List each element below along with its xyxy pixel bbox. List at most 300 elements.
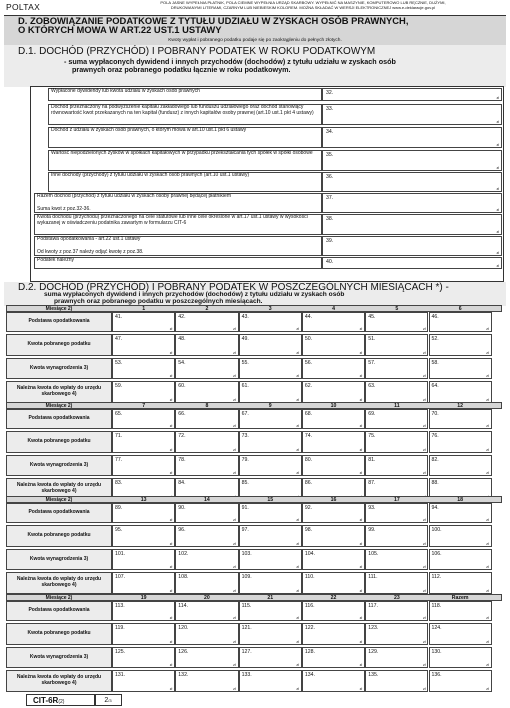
currency-label: zł — [496, 208, 499, 212]
d2-amount-field[interactable] — [302, 623, 365, 645]
currency-label: zł — [359, 398, 363, 402]
currency-label: zł — [422, 518, 426, 522]
d2-field-number: 117. — [368, 603, 378, 609]
d1-row-sublabel: Suma kwot z poz.32-36. — [37, 206, 91, 212]
d2-field-number: 101. — [115, 551, 126, 557]
d2-amount-field[interactable] — [429, 670, 492, 692]
d2-field-number: 128. — [304, 649, 315, 655]
d2-field-number: 134. — [304, 672, 315, 678]
d2-field-number: 49. — [241, 336, 249, 342]
d2-field-number: 103. — [241, 551, 252, 557]
d2-amount-field[interactable] — [365, 647, 428, 668]
d2-field-number: 96. — [178, 527, 186, 533]
currency-label: zł — [233, 471, 236, 475]
d2-amount-field[interactable] — [239, 549, 302, 570]
d2-amount-field[interactable] — [112, 647, 175, 668]
month-column-header: Razem — [451, 595, 469, 601]
currency-label: zł — [486, 471, 489, 475]
d2-amount-field[interactable] — [175, 334, 238, 356]
d2-amount-field[interactable] — [112, 601, 175, 621]
d2-amount-field[interactable] — [112, 431, 175, 453]
d2-amount-field[interactable] — [239, 455, 302, 476]
d2-amount-field[interactable] — [175, 601, 238, 621]
d1-amount-field[interactable] — [322, 214, 502, 235]
d2-field-number: 45. — [368, 314, 376, 320]
currency-label: zł — [233, 589, 236, 593]
d1-field-number: 39. — [326, 238, 334, 244]
d2-amount-field[interactable] — [239, 647, 302, 668]
d2-amount-field[interactable] — [175, 549, 238, 570]
currency-label: zł — [486, 448, 489, 452]
currency-label: zł — [296, 448, 299, 452]
currency-label: zł — [496, 187, 499, 191]
d2-amount-field[interactable] — [429, 623, 492, 645]
currency-label: zł — [486, 327, 489, 331]
d2-amount-field[interactable] — [239, 334, 302, 356]
d2-amount-field[interactable] — [302, 455, 365, 476]
currency-label: zł — [169, 640, 173, 644]
d2-amount-field[interactable] — [239, 312, 302, 332]
currency-label: zł — [486, 351, 489, 355]
d2-field-number: 106. — [431, 551, 442, 557]
currency-label: zł — [422, 589, 426, 593]
d2-amount-field[interactable] — [302, 601, 365, 621]
d2-amount-field[interactable] — [365, 572, 428, 594]
currency-label: zł — [422, 448, 426, 452]
d2-row-label: Kwota pobranego podatku — [6, 525, 112, 547]
currency-label: zł — [359, 616, 363, 620]
d2-field-number: 56. — [304, 360, 313, 366]
currency-label: zł — [169, 471, 173, 475]
d2-field-number: 76. — [431, 433, 439, 439]
d2-amount-field[interactable] — [302, 549, 365, 570]
d2-field-number: 43. — [241, 314, 249, 320]
d2-field-number: 89. — [115, 505, 123, 511]
d1-amount-field[interactable] — [322, 104, 502, 125]
d2-field-number: 99. — [368, 527, 376, 533]
d2-field-number: 108. — [178, 574, 189, 580]
d2-amount-field[interactable] — [429, 358, 492, 379]
currency-label: zł — [359, 663, 363, 667]
d2-amount-field[interactable] — [365, 409, 428, 429]
d2-amount-field[interactable] — [239, 431, 302, 453]
currency-label: zł — [169, 542, 173, 546]
d2-amount-field[interactable] — [302, 358, 365, 379]
month-column-header: 7 — [142, 403, 146, 409]
d1-row-label: Razem dochód (przychód) z tytułu udziału w zyskach osoby prawnej będącej płatnikiem — [37, 193, 231, 199]
d2-amount-field[interactable] — [302, 334, 365, 356]
d2-field-number: 80. — [304, 457, 313, 463]
currency-label: zł — [496, 166, 499, 170]
currency-label: zł — [422, 398, 426, 402]
d2-amount-field[interactable] — [302, 525, 365, 547]
month-header-label: Miesiące 2) — [45, 403, 73, 409]
d2-amount-field[interactable] — [175, 358, 238, 379]
d2-amount-field[interactable] — [429, 334, 492, 356]
currency-label: zł — [233, 351, 236, 355]
currency-label: zł — [296, 424, 299, 428]
month-column-header: 8 — [205, 403, 209, 409]
currency-label: zł — [169, 424, 173, 428]
d2-amount-field[interactable] — [239, 381, 302, 403]
currency-label: zł — [486, 398, 489, 402]
d2-amount-field[interactable] — [175, 455, 238, 476]
d1-amount-field[interactable] — [322, 172, 502, 192]
d2-amount-field[interactable] — [175, 572, 238, 594]
d2-amount-field[interactable] — [175, 381, 238, 403]
d2-amount-field[interactable] — [239, 572, 302, 594]
section-d-title: D. ZOBOWIĄZANIE PODATKOWE Z TYTUŁU UDZIAŁU W ZYSKACH OSÓB PRAWNYCH, O KTÓRYCH MOWA W ART.22 UST.1 USTAWY — [18, 15, 409, 35]
d2-amount-field[interactable] — [429, 409, 492, 429]
currency-label: zł — [496, 230, 499, 234]
d2-amount-field[interactable] — [302, 381, 365, 403]
d2-amount-field[interactable] — [239, 623, 302, 645]
d2-field-number: 62. — [304, 383, 313, 389]
d2-field-number: 94. — [431, 505, 439, 511]
currency-label: zł — [296, 471, 299, 475]
d2-amount-field[interactable] — [302, 503, 365, 523]
d2-amount-field[interactable] — [175, 431, 238, 453]
d2-field-number: 83. — [115, 480, 123, 486]
d2-field-number: 84. — [178, 480, 186, 486]
section-d2-header — [4, 282, 506, 306]
d2-field-number: 86. — [304, 480, 313, 486]
currency-label: zł — [296, 398, 299, 402]
d2-amount-field[interactable] — [175, 670, 238, 692]
d2-field-number: 91. — [241, 505, 249, 511]
currency-label: zł — [233, 542, 236, 546]
d2-field-number: 41. — [115, 314, 123, 320]
section-d2-subtitle: suma wypłaconych dywidend i innych przychodów (dochodów) z tytułu udziału w zyskach osób prawnych oraz pobranego podatku w poszczególnych miesiącach. — [44, 291, 345, 305]
d2-field-number: 75. — [368, 433, 376, 439]
section-d1-subtitle: - suma wypłaconych dywidend i innych przychodów (dochodów) z tytułu udziału w zyskach osób prawnych oraz pobranego podatku łącznie w roku podatkowym. — [64, 57, 396, 74]
d2-field-number: 44. — [304, 314, 313, 320]
d2-field-number: 136. — [431, 672, 442, 678]
d2-field-number: 132. — [178, 672, 189, 678]
d2-field-number: 65. — [115, 411, 123, 417]
currency-label: zł — [233, 687, 236, 691]
d2-amount-field[interactable] — [302, 647, 365, 668]
currency-label: zł — [296, 351, 299, 355]
d2-amount-field[interactable] — [239, 409, 302, 429]
d2-field-number: 127. — [241, 649, 252, 655]
d2-amount-field[interactable] — [239, 503, 302, 523]
currency-label: zł — [359, 374, 363, 378]
currency-label: zł — [233, 640, 236, 644]
d2-field-number: 113. — [115, 603, 125, 609]
d1-row-label: Wypłacone dywidendy lub kwota udziału w zyskach osób prawnych — [51, 88, 200, 94]
d1-row-label: Podatek należny — [37, 257, 74, 263]
d2-amount-field[interactable] — [239, 525, 302, 547]
currency-label: zł — [169, 374, 173, 378]
d2-amount-field[interactable] — [112, 525, 175, 547]
d2-field-number: 135. — [368, 672, 379, 678]
d2-amount-field[interactable] — [365, 623, 428, 645]
currency-label: zł — [296, 374, 299, 378]
d2-amount-field[interactable] — [112, 670, 175, 692]
month-column-header: 10 — [330, 403, 337, 409]
d2-row-label: Kwota wynagrodzenia 3) — [6, 358, 112, 379]
d2-amount-field[interactable] — [112, 572, 175, 594]
currency-label: zł — [422, 640, 426, 644]
d2-amount-field[interactable] — [112, 409, 175, 429]
d1-amount-field[interactable] — [322, 193, 502, 213]
d2-amount-field[interactable] — [239, 670, 302, 692]
d2-field-number: 87. — [368, 480, 376, 486]
d2-field-number: 105. — [368, 551, 379, 557]
currency-label: zł — [296, 640, 299, 644]
d1-row-label: Dochód przeznaczony na podwyższenie kapitału zakładowego lub funduszu udziałowego oraz dochód stanowiący równowartość kwot przekazanych na ten kapitał (fundusz) z innych kapitałów osoby prawnej (art.10 ust.1 pkt 4 ustawy) — [51, 104, 314, 116]
d1-row-label: Dochód z udziału w zyskach osób prawnych, o którym mowa w art.10 ust.1 pkt 6 ustawy — [51, 127, 247, 133]
currency-label: zł — [422, 327, 426, 331]
currency-label: zł — [296, 616, 299, 620]
d2-amount-field[interactable] — [112, 455, 175, 476]
d2-row-label: Kwota pobranego podatku — [6, 334, 112, 356]
d2-field-number: 77. — [115, 457, 123, 463]
d2-field-number: 97. — [241, 527, 249, 533]
d2-amount-field[interactable] — [175, 525, 238, 547]
d2-field-number: 63. — [368, 383, 376, 389]
currency-label: zł — [359, 518, 363, 522]
d2-amount-field[interactable] — [365, 381, 428, 403]
d2-field-number: 70. — [431, 411, 439, 417]
d2-amount-field[interactable] — [429, 601, 492, 621]
d2-amount-field[interactable] — [365, 334, 428, 356]
month-column-header: 11 — [394, 403, 400, 409]
d2-field-number: 115. — [241, 603, 252, 609]
d2-amount-field[interactable] — [429, 572, 492, 594]
top-bar — [4, 0, 506, 16]
d2-row-label: Podstawa opodatkowania — [6, 409, 112, 429]
currency-label: zł — [169, 398, 173, 402]
d2-amount-field[interactable] — [302, 670, 365, 692]
form-code: CIT-6R(2) — [26, 694, 96, 706]
d1-amount-field[interactable] — [322, 127, 502, 148]
d2-amount-field[interactable] — [112, 381, 175, 403]
d1-row-label: Wartość niepodzielonych zysków w spółkach kapitałowych w przypadku przekształcania tych spółek w spółki osobowe — [51, 150, 313, 156]
month-header-label: Miesiące 2) — [45, 595, 73, 601]
month-column-header: 4 — [332, 306, 335, 312]
d2-amount-field[interactable] — [429, 525, 492, 547]
d2-amount-field[interactable] — [429, 503, 492, 523]
poltax-brand: POLTAX — [6, 2, 41, 12]
fill-instructions: POLA JASNE WYPEŁNIA PŁATNIK, POLA CIEMNE WYPEŁNIA URZĄD SKARBOWY. WYPEŁNIĆ NA MASZYNIE, KOMPUTEROWO LUB RĘCZNIE, DUŻYMI, DRUKOWANYMI LITERAMI, CZARNYM LUB NIEBIESKIM KOLOREM. MOŻNA SKŁADAĆ W WERSJI ELEKTRONICZNEJ www.e-deklaracje.gov.pl — [160, 0, 446, 10]
d1-field-number: 40. — [326, 259, 334, 265]
currency-label: zł — [296, 687, 299, 691]
form-footer — [4, 692, 506, 708]
currency-label: zł — [496, 251, 499, 255]
d2-amount-field[interactable] — [112, 358, 175, 379]
d2-field-number: 68. — [304, 411, 313, 417]
currency-label: zł — [486, 518, 489, 522]
d2-field-number: 59. — [115, 383, 123, 389]
d2-field-number: 64. — [431, 383, 439, 389]
currency-label: zł — [359, 640, 363, 644]
d2-field-number: 74. — [304, 433, 313, 439]
currency-label: zł — [169, 589, 173, 593]
month-column-header: 20 — [204, 595, 210, 601]
currency-label: zł — [233, 424, 236, 428]
d2-amount-field[interactable] — [239, 358, 302, 379]
currency-label: zł — [296, 518, 299, 522]
d2-amount-field[interactable] — [112, 623, 175, 645]
d2-amount-field[interactable] — [112, 503, 175, 523]
month-column-header: 23 — [393, 595, 400, 601]
currency-label: zł — [359, 565, 363, 569]
d2-field-number: 57. — [368, 360, 376, 366]
month-column-header: 19 — [140, 595, 147, 601]
currency-label: zł — [486, 589, 489, 593]
d2-amount-field[interactable] — [365, 525, 428, 547]
d2-field-number: 122. — [304, 625, 315, 631]
currency-label: zł — [422, 471, 426, 475]
d2-amount-field[interactable] — [365, 358, 428, 379]
currency-label: zł — [422, 687, 426, 691]
d2-row-label: Podstawa opodatkowania — [6, 601, 112, 621]
currency-label: zł — [233, 616, 236, 620]
currency-label: zł — [359, 424, 363, 428]
d2-amount-field[interactable] — [429, 647, 492, 668]
d2-amount-field[interactable] — [365, 431, 428, 453]
currency-label: zł — [296, 542, 299, 546]
d2-amount-field[interactable] — [429, 455, 492, 476]
d2-amount-field[interactable] — [365, 549, 428, 570]
currency-label: zł — [359, 327, 363, 331]
d2-field-number: 125. — [115, 649, 126, 655]
month-header-label: Miesiące 2) — [45, 497, 73, 503]
d2-amount-field[interactable] — [302, 431, 365, 453]
d2-amount-field[interactable] — [429, 312, 492, 332]
d2-amount-field[interactable] — [429, 431, 492, 453]
d2-amount-field[interactable] — [112, 549, 175, 570]
d2-amount-field[interactable] — [365, 503, 428, 523]
page-number: 2/3 — [94, 694, 122, 706]
d2-field-number: 88. — [431, 480, 439, 486]
currency-label: zł — [233, 374, 236, 378]
d1-row-label: Kwota dochodu (przychodu) przeznaczonego na cele statutowe lub inne cele określone w art.17 ust.1 ustawy w wysokości wykazanej w oświadczeniu podatnika zawartym w formularzu CIT-6 — [37, 214, 308, 226]
d2-amount-field[interactable] — [112, 334, 175, 356]
d2-amount-field[interactable] — [239, 601, 302, 621]
d2-field-number: 46. — [431, 314, 439, 320]
currency-label: zł — [233, 398, 236, 402]
currency-label: zł — [486, 542, 489, 546]
d2-field-number: 73. — [241, 433, 249, 439]
d2-amount-field[interactable] — [175, 647, 238, 668]
d2-field-number: 116. — [304, 603, 315, 609]
d2-field-number: 42. — [178, 314, 186, 320]
currency-label: zł — [496, 143, 499, 147]
d2-field-number: 114. — [178, 603, 189, 609]
d1-amount-field[interactable] — [322, 257, 502, 269]
currency-label: zł — [233, 327, 236, 331]
d2-field-number: 58. — [431, 360, 439, 366]
d2-amount-field[interactable] — [302, 409, 365, 429]
currency-label: zł — [422, 542, 426, 546]
currency-label: zł — [486, 374, 489, 378]
d2-field-number: 129. — [368, 649, 379, 655]
month-column-header: 16 — [330, 497, 337, 503]
d1-amount-field[interactable] — [322, 88, 502, 101]
month-column-header: 6 — [458, 306, 462, 312]
currency-label: zł — [359, 542, 363, 546]
d1-amount-field[interactable] — [322, 150, 502, 171]
d1-amount-field[interactable] — [322, 236, 502, 256]
d2-field-number: 110. — [304, 574, 315, 580]
month-column-header: 3 — [268, 306, 272, 312]
d2-row-label: Kwota wynagrodzenia 3) — [6, 455, 112, 476]
currency-label: zł — [359, 687, 363, 691]
d1-field-number: 38. — [326, 216, 334, 222]
currency-label: zł — [169, 663, 173, 667]
d2-field-number: 109. — [241, 574, 252, 580]
d2-amount-field[interactable] — [175, 409, 238, 429]
d2-amount-field[interactable] — [365, 455, 428, 476]
month-header-label: Miesiące 2) — [45, 306, 73, 312]
month-column-header: 15 — [267, 497, 274, 503]
month-column-header: 5 — [395, 306, 399, 312]
d2-amount-field[interactable] — [429, 549, 492, 570]
d2-row-label: Podstawa opodatkowania — [6, 312, 112, 332]
d2-amount-field[interactable] — [365, 312, 428, 332]
d2-row-label: Kwota wynagrodzenia 3) — [6, 647, 112, 668]
currency-label: zł — [359, 589, 363, 593]
d1-row-label: Inne dochody (przychody) z tytułu udziału w zyskach osób prawnych (art.10 ust.1 ustawy) — [51, 172, 250, 178]
d2-field-number: 79. — [241, 457, 249, 463]
month-column-header: 21 — [267, 595, 274, 601]
d2-amount-field[interactable] — [175, 503, 238, 523]
currency-label: zł — [422, 565, 426, 569]
d2-amount-field[interactable] — [365, 670, 428, 692]
section-d-note: Kwoty wypłat i pobranego podatku podaje się po zaokrągleniu do pełnych złotych. — [168, 38, 342, 43]
d2-field-number: 92. — [304, 505, 313, 511]
d2-field-number: 47. — [115, 336, 123, 342]
currency-label: zł — [233, 448, 236, 452]
d2-row-label: Należna kwota do wpłaty do urzędu skarbowego 4) — [6, 572, 112, 594]
month-column-header: 2 — [205, 306, 209, 312]
currency-label: zł — [296, 565, 299, 569]
currency-label: zł — [359, 471, 363, 475]
d2-field-number: 66. — [178, 411, 186, 417]
d2-amount-field[interactable] — [302, 572, 365, 594]
d2-amount-field[interactable] — [365, 601, 428, 621]
currency-label: zł — [296, 327, 299, 331]
d2-amount-field[interactable] — [429, 381, 492, 403]
d2-field-number: 69. — [368, 411, 376, 417]
d1-field-number: 34. — [326, 129, 334, 135]
d2-field-number: 82. — [431, 457, 439, 463]
currency-label: zł — [486, 424, 489, 428]
d2-field-number: 124. — [431, 625, 442, 631]
d2-field-number: 48. — [178, 336, 186, 342]
d1-field-number: 36. — [326, 174, 334, 180]
d2-amount-field[interactable] — [112, 312, 175, 332]
d2-amount-field[interactable] — [175, 312, 238, 332]
d2-amount-field[interactable] — [302, 312, 365, 332]
currency-label: zł — [296, 663, 299, 667]
currency-label: zł — [169, 351, 173, 355]
d1-field-number: 32. — [326, 90, 334, 96]
d2-field-number: 133. — [241, 672, 252, 678]
currency-label: zł — [169, 448, 173, 452]
currency-label: zł — [422, 424, 426, 428]
d2-row-label: Kwota pobranego podatku — [6, 623, 112, 645]
d2-amount-field[interactable] — [175, 623, 238, 645]
month-column-header: 13 — [140, 497, 147, 503]
d2-field-number: 67. — [241, 411, 249, 417]
section-d2-title: D.2. DOCHÓD (PRZYCHÓD) I POBRANY PODATEK W POSZCZEGÓLNYCH MIESIĄCACH *) - — [18, 282, 449, 293]
month-column-header: 12 — [457, 403, 464, 409]
d2-field-number: 131. — [115, 672, 126, 678]
